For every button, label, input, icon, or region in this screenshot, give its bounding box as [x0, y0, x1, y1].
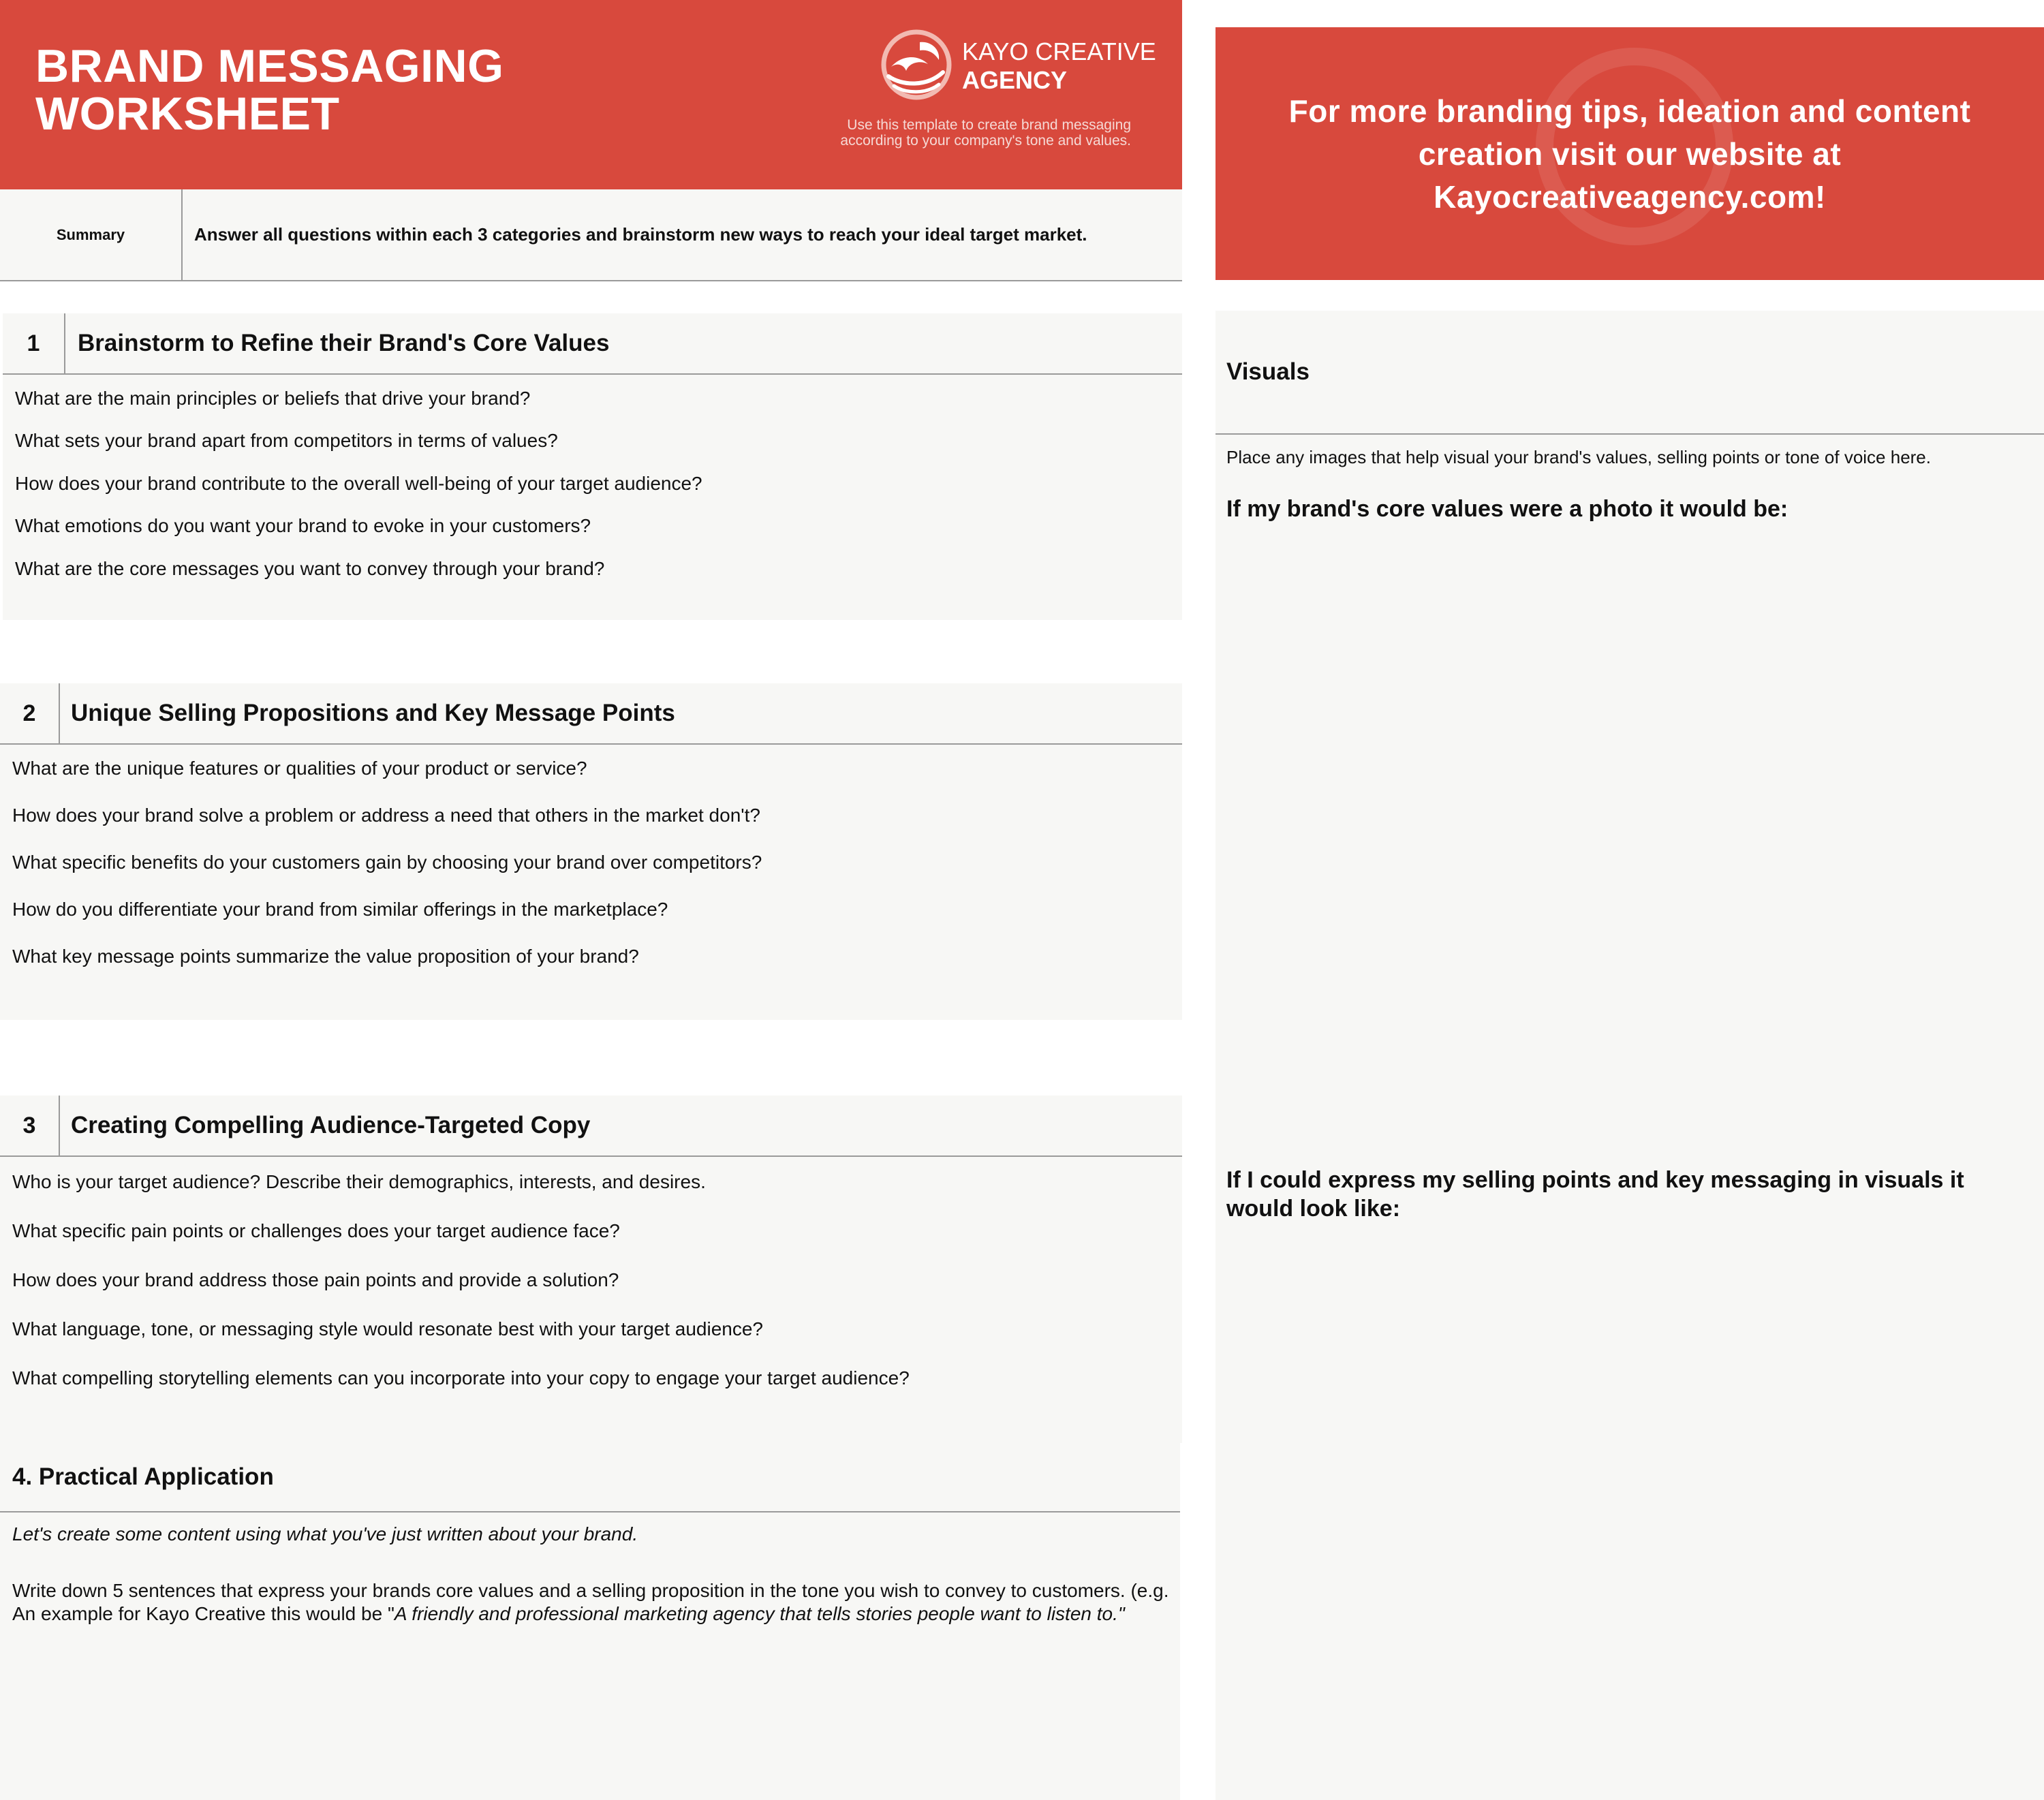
promo-banner — [1215, 27, 2044, 280]
question-item: What are the core messages you want to convey through your brand? — [15, 558, 605, 579]
visuals-prompt-selling-points: If I could express my selling points and key messaging in visuals it would look like: — [1226, 1167, 1964, 1222]
divider — [1215, 433, 2044, 435]
section-header — [3, 313, 1182, 375]
section-title: Creating Compelling Audience-Targeted Copy — [71, 1112, 591, 1138]
section-number: 2 — [0, 683, 60, 743]
title-line-1: BRAND MESSAGING — [35, 40, 504, 92]
section-practical-application — [0, 1443, 1180, 1800]
question-item: What are the main principles or beliefs that drive your brand? — [15, 388, 531, 409]
question-item: What sets your brand apart from competitors in terms of values? — [15, 430, 558, 451]
section-core-values — [3, 313, 1182, 620]
visuals-prompt-core-values: If my brand's core values were a photo it would be: — [1226, 496, 1788, 522]
example-text: A friendly and professional marketing agency that tells stories people want to listen to. — [394, 1603, 1118, 1624]
brand-name-agency: AGENCY — [962, 66, 1068, 94]
promo-text: For more branding tips, ideation and content creation visit our website at Kayocreativeagency.com! — [1288, 93, 1971, 215]
question-item: What specific benefits do your customers gain by choosing your brand over competitors? — [12, 852, 762, 873]
brand-name: KAYO CREATIVE — [962, 37, 1156, 65]
visuals-panel — [1215, 311, 2044, 1800]
section-title: Brainstorm to Refine their Brand's Core Values — [78, 330, 610, 356]
wave-logo-icon — [879, 27, 954, 102]
divider — [0, 1511, 1180, 1512]
section-selling-propositions — [0, 683, 1182, 1020]
visuals-note: Place any images that help visual your brand's values, selling points or tone of voice here. — [1226, 447, 1931, 467]
instructions-text: Write down 5 sentences that express your brands core values and a selling proposition in the tone you wish to convey to customers. (e.g. An example for Kayo Creative this would be " — [12, 1580, 1169, 1624]
question-item: How does your brand contribute to the overall well-being of your target audience? — [15, 473, 702, 494]
section-number: 1 — [3, 313, 65, 373]
section-title: Unique Selling Propositions and Key Message Points — [71, 700, 675, 726]
question-item: How does your brand address those pain points and provide a solution? — [12, 1269, 619, 1290]
question-item: What language, tone, or messaging style would resonate best with your target audience? — [12, 1318, 763, 1339]
summary-label: Summary — [0, 189, 183, 280]
question-item: What compelling storytelling elements can you incorporate into your copy to engage your target audience? — [12, 1367, 910, 1388]
header-note: Use this template to create brand messaging according to your company's tone and values. — [840, 117, 1131, 149]
summary-text: Answer all questions within each 3 categories and brainstorm new ways to reach your ideal target market. — [194, 224, 1087, 245]
question-item: How does your brand solve a problem or address a need that others in the market don't? — [12, 805, 760, 826]
section-title: 4. Practical Application — [12, 1463, 274, 1490]
section-header — [0, 683, 1182, 745]
question-item: Who is your target audience? Describe their demographics, interests, and desires. — [12, 1171, 706, 1192]
section-audience-copy — [0, 1096, 1182, 1443]
section-header — [0, 1096, 1182, 1157]
section-number: 3 — [0, 1096, 60, 1155]
practical-instructions — [12, 1579, 1171, 1626]
question-item: What are the unique features or qualities of your product or service? — [12, 758, 587, 779]
closing-quote: " — [1117, 1603, 1125, 1624]
question-item: What emotions do you want your brand to evoke in your customers? — [15, 515, 591, 536]
question-item: How do you differentiate your brand from similar offerings in the marketplace? — [12, 899, 668, 920]
question-item: What specific pain points or challenges does your target audience face? — [12, 1220, 620, 1241]
visuals-title: Visuals — [1226, 358, 1310, 385]
title-line-2: WORKSHEET — [35, 88, 340, 140]
summary-row — [0, 189, 1182, 281]
document-title — [35, 42, 649, 138]
worksheet-header — [0, 0, 1182, 189]
question-item: What key message points summarize the value proposition of your brand? — [12, 946, 639, 967]
practical-intro: Let's create some content using what you've just written about your brand. — [12, 1523, 638, 1545]
